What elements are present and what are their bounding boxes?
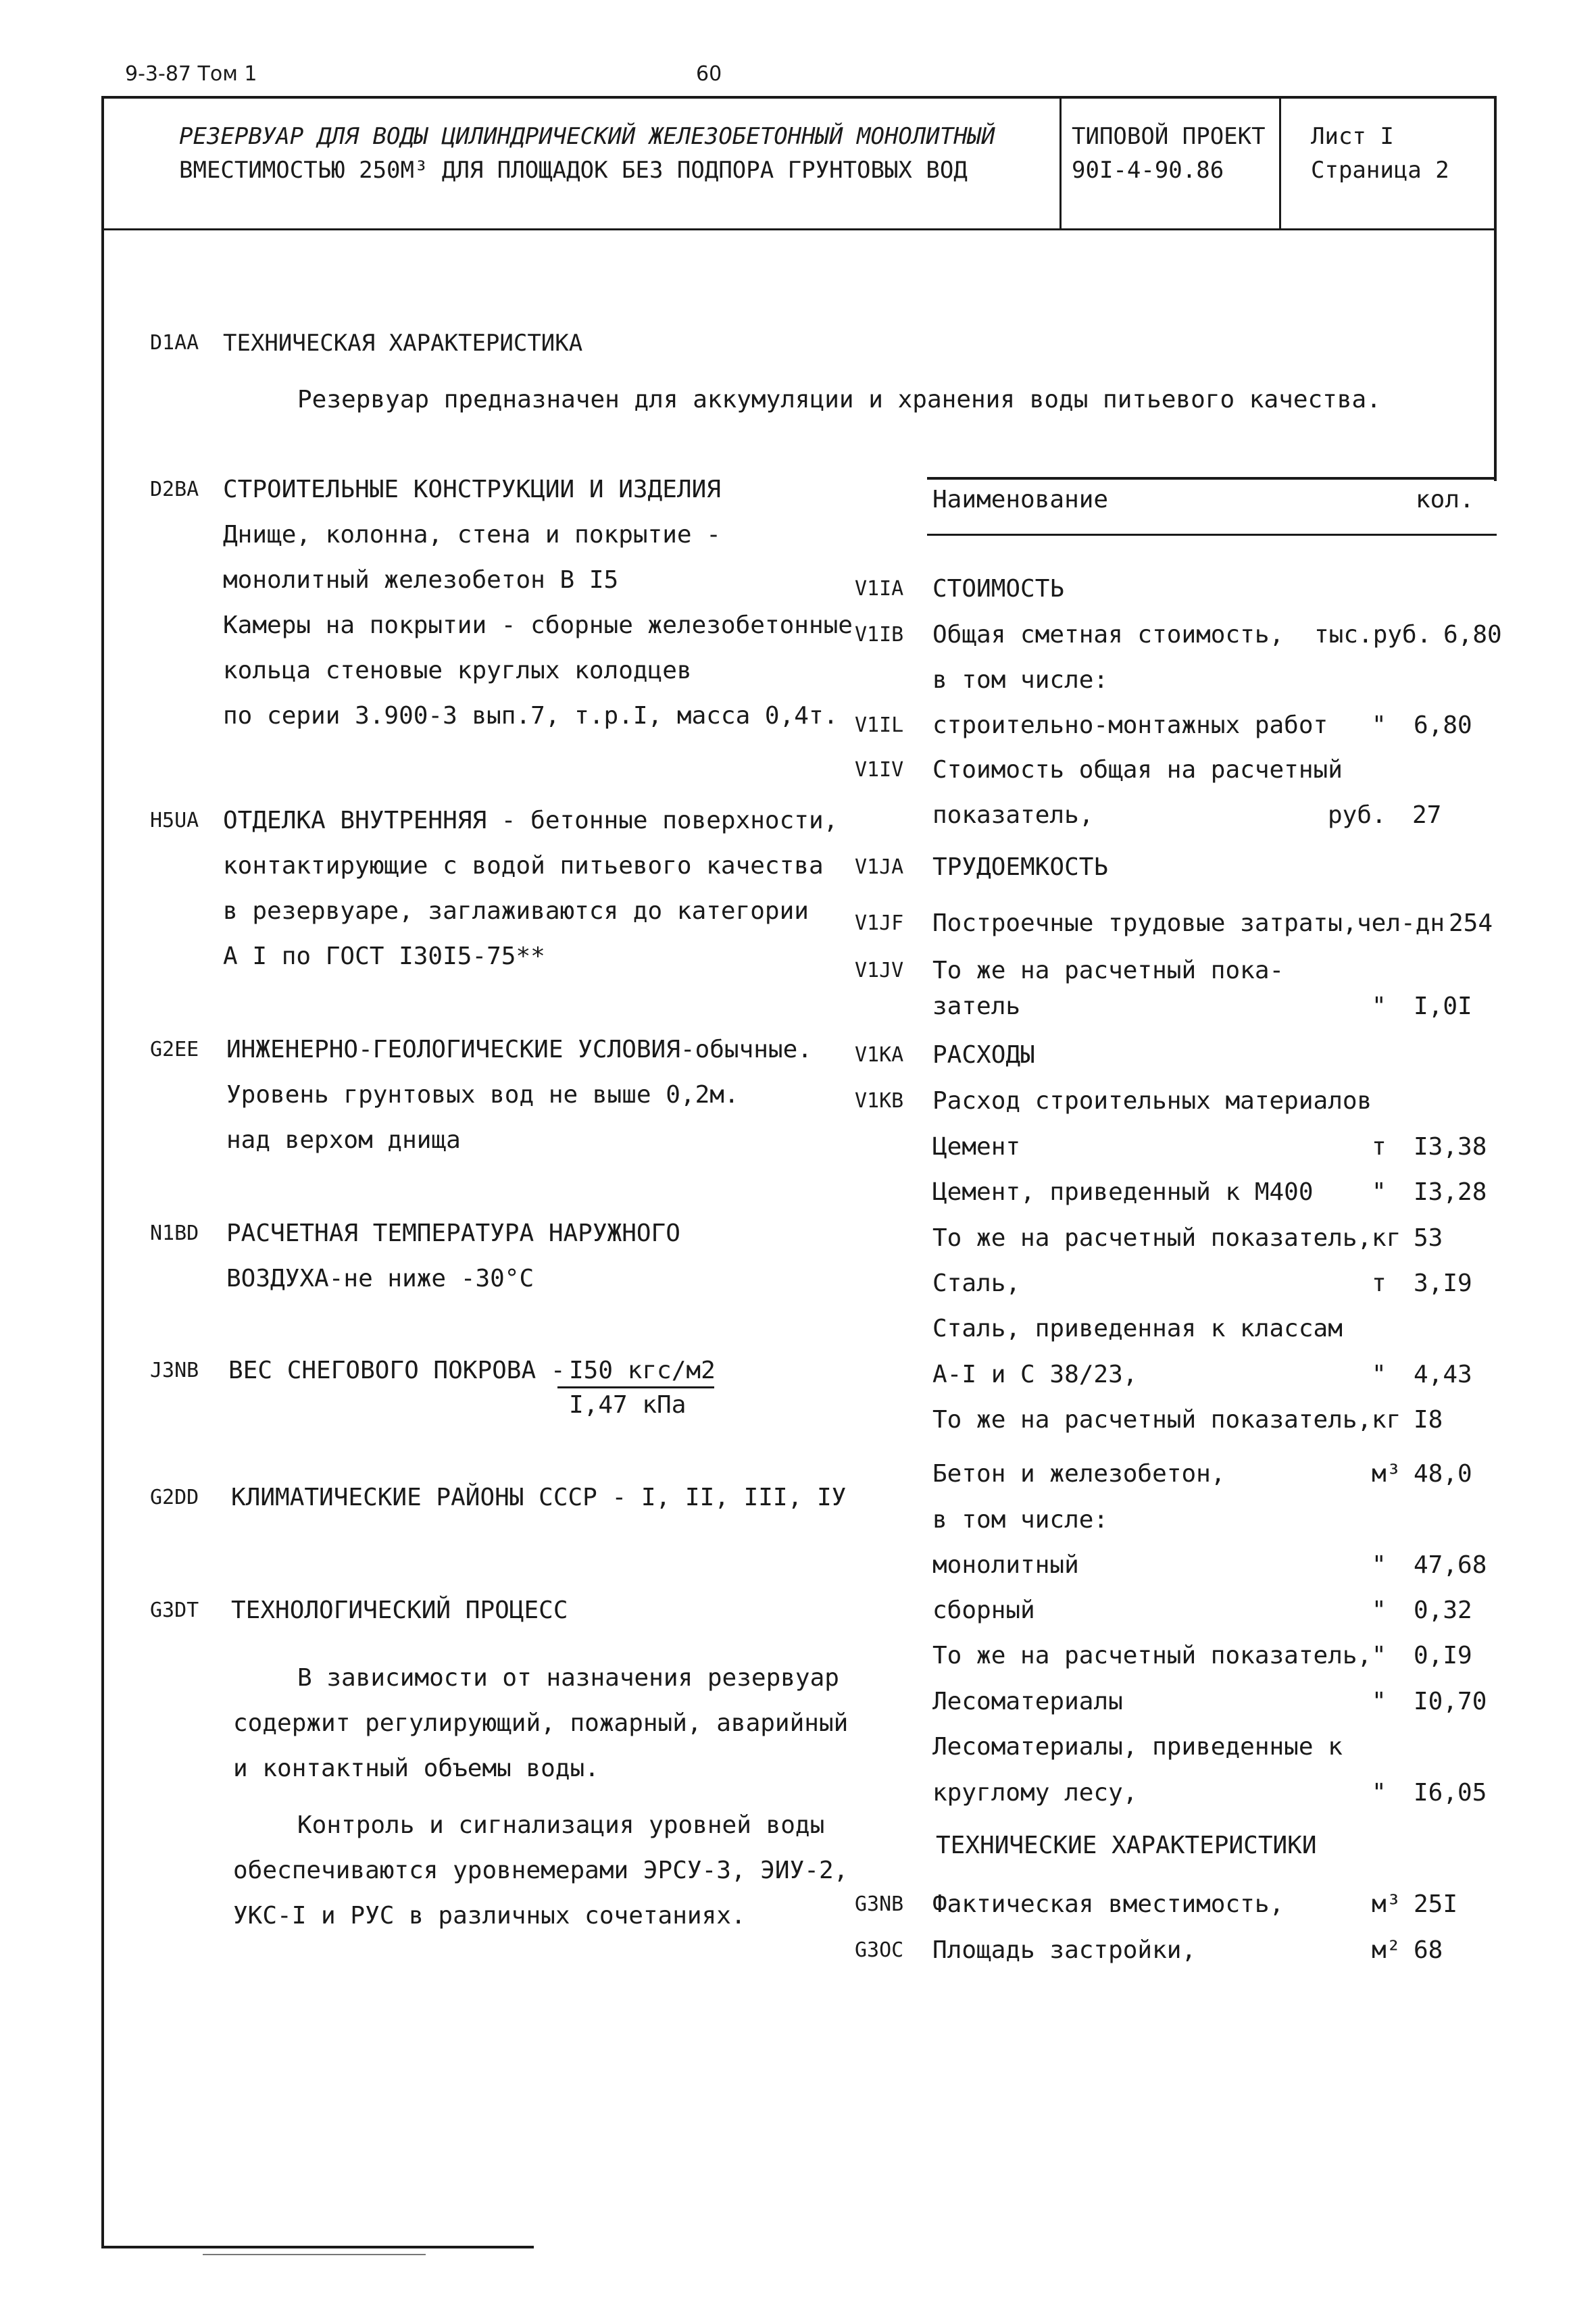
row-value: 68 [1414,1936,1443,1964]
section-heading-g2dd: КЛИМАТИЧЕСКИЕ РАЙОНЫ СССР - I, II, III, IУ [231,1484,847,1511]
title-divider-1 [1059,96,1062,230]
sheet-label: Лист I [1311,123,1394,150]
title-line-1: РЕЗЕРВУАР ДЛЯ ВОДЫ ЦИЛИНДРИЧЕСКИЙ ЖЕЛЕЗОБЕТОННЫЙ МОНОЛИТНЫЙ [179,123,995,150]
row-name: Цемент [932,1133,1021,1161]
section-line: кольца стеновые круглых колодцев [223,657,692,684]
section-heading-d2ba: СТРОИТЕЛЬНЫЕ КОНСТРУКЦИИ И ИЗДЕЛИЯ [223,476,721,503]
row-name: сборный [932,1596,1035,1624]
fraction-bar [557,1386,714,1388]
row-unit: " [1372,1551,1387,1579]
row-value: 4,43 [1414,1361,1472,1388]
section-line: по серии 3.900-3 вып.7, т.р.I, масса 0,4т. [223,702,839,730]
row-code: V1IA [855,577,904,601]
row-value: I0,70 [1414,1688,1487,1715]
section-code-n1bd: N1BD [150,1222,199,1245]
section-line: ВОЗДУХА-не ниже -30°С [226,1265,534,1292]
row-value: 6,80 [1414,711,1472,739]
section-line: обеспечиваются уровнемерами ЭРСУ-3, ЭИУ-2, [233,1857,849,1884]
section-line: содержит регулирующий, пожарный, аварийный [233,1709,849,1737]
row-name: ТЕХНИЧЕСКИЕ ХАРАКТЕРИСТИКИ [936,1832,1317,1859]
row-code: V1IL [855,713,904,737]
row-name: показатель, [932,801,1094,829]
row-unit: " [1372,1596,1387,1624]
row-unit: " [1372,992,1387,1020]
section-heading-g2ee: ИНЖЕНЕРНО-ГЕОЛОГИЧЕСКИЕ УСЛОВИЯ-обычные. [226,1036,812,1063]
row-unit: " [1372,1361,1387,1388]
row-code: V1JF [855,911,904,935]
row-name: А-I и С 38/23, [932,1361,1138,1388]
row-code: G3OC [855,1938,904,1962]
row-value: 27 [1412,801,1442,829]
section-code-g3dt: G3DT [150,1599,199,1622]
row-name: в том числе: [932,666,1109,694]
section-line: Камеры на покрытии - сборные железобетонные [223,611,853,639]
section-heading-d1aa: ТЕХНИЧЕСКАЯ ХАРАКТЕРИСТИКА [223,330,583,357]
row-value: I,0I [1414,992,1472,1020]
section-heading-n1bd: РАСЧЕТНАЯ ТЕМПЕРАТУРА НАРУЖНОГО [226,1219,680,1247]
section-line: А I по ГОСТ I30I5-75** [223,942,545,970]
section-line: Уровень грунтовых вод не выше 0,2м. [226,1081,739,1109]
section-code-d1aa: D1AA [150,331,199,355]
row-value: 53 [1414,1224,1443,1252]
row-code: V1IV [855,758,904,782]
row-name: РАСХОДЫ [932,1041,1035,1069]
row-name: монолитный [932,1551,1079,1579]
row-value: 25I [1414,1890,1458,1918]
row-name: затель [932,992,1021,1020]
row-name: Фактическая вместимость, [932,1890,1285,1918]
row-name: Бетон и железобетон, [932,1460,1226,1488]
row-unit: м³ [1372,1890,1401,1918]
row-name: Сталь, [932,1269,1021,1297]
row-unit: чел-дн [1357,909,1445,937]
row-name: СТОИМОСТЬ [932,575,1065,603]
row-name: Лесоматериалы [932,1688,1123,1715]
row-name: Стоимость общая на расчетный [932,756,1343,784]
row-unit: " [1372,711,1387,739]
row-name: Общая сметная стоимость, [932,621,1285,649]
section-code-g2dd: G2DD [150,1486,199,1509]
row-unit: " [1372,1642,1387,1669]
row-unit: т [1372,1269,1387,1297]
frame-bottom [101,2246,534,2248]
section-line: монолитный железобетон В I5 [223,566,619,594]
row-name: в том числе: [932,1506,1109,1534]
frame-left [101,96,104,2248]
row-name: То же на расчетный показатель, [932,1224,1372,1252]
row-value: I3,38 [1414,1133,1487,1161]
row-name: Расход строительных материалов [932,1087,1372,1115]
row-code: V1JV [855,959,904,982]
section-line: над верхом днища [226,1126,461,1154]
table-header-top [927,477,1497,480]
row-name: Цемент, приведенный к М400 [932,1178,1314,1206]
table-header-bottom [927,534,1497,536]
section-heading-h5ua: ОТДЕЛКА ВНУТРЕННЯЯ - бетонные поверхности, [223,807,839,834]
section-code-g2ee: G2EE [150,1038,199,1061]
row-unit: " [1372,1178,1387,1206]
section-line: контактирующие с водой питьевого качества [223,852,824,880]
row-unit: " [1372,1779,1387,1807]
row-value: 0,32 [1414,1596,1472,1624]
row-name: строительно-монтажных работ [932,711,1328,739]
row-name: Площадь застройки, [932,1936,1197,1964]
title-block-bottom [101,228,1497,230]
snow-load-denominator: I,47 кПа [569,1391,687,1419]
section-line: В зависимости от назначения резервуар [297,1664,839,1692]
row-unit: м² [1372,1936,1401,1964]
project-number: 90I-4-90.86 [1072,157,1224,184]
row-unit: кг [1372,1224,1401,1252]
snow-load-numerator: I50 кгс/м2 [569,1357,716,1384]
row-code: V1IB [855,623,904,647]
row-unit: кг [1372,1406,1401,1434]
scan-artifact [203,2254,426,2255]
row-unit: м³ [1372,1460,1401,1488]
row-code: V1JA [855,855,904,879]
section-heading-g3dt: ТЕХНОЛОГИЧЕСКИЙ ПРОЦЕСС [231,1596,568,1624]
row-value: 6,80 [1443,621,1502,649]
row-code: V1KB [855,1089,904,1113]
row-unit: т [1372,1133,1387,1161]
section-code-d2ba: D2BA [150,478,199,501]
row-name: То же на расчетный показатель, [932,1642,1372,1669]
row-value: 3,I9 [1414,1269,1472,1297]
row-value: 48,0 [1414,1460,1472,1488]
section-line: и контактный объемы воды. [233,1755,599,1782]
row-name: ТРУДОЕМКОСТЬ [932,853,1109,881]
row-value: I3,28 [1414,1178,1487,1206]
section-line: в резервуаре, заглаживаются до категории [223,897,809,925]
row-unit: " [1372,1688,1387,1715]
row-value: 47,68 [1414,1551,1487,1579]
row-unit: руб. [1328,801,1387,829]
row-value: I6,05 [1414,1779,1487,1807]
title-line-2: ВМЕСТИМОСТЬЮ 250М³ ДЛЯ ПЛОЩАДОК БЕЗ ПОДПОРА ГРУНТОВЫХ ВОД [179,157,968,184]
title-divider-2 [1279,96,1281,230]
row-name: То же на расчетный пока- [932,957,1285,984]
row-name: Лесоматериалы, приведенные к [932,1733,1343,1761]
section-code-h5ua: H5UA [150,809,199,832]
row-value: 0,I9 [1414,1642,1472,1669]
section-line: Днище, колонна, стена и покрытие - [223,521,721,549]
row-value: 254 [1449,909,1493,937]
row-name: круглому лесу, [932,1779,1138,1807]
row-value: I8 [1414,1406,1443,1434]
row-name: Сталь, приведенная к классам [932,1315,1343,1342]
frame-top [101,96,1497,99]
snow-load-label: ВЕС СНЕГОВОГО ПОКРОВА - [228,1357,566,1384]
row-name: То же на расчетный показатель, [932,1406,1372,1434]
section-line: Контроль и сигнализация уровней воды [297,1811,825,1839]
d1aa-text: Резервуар предназначен для аккумуляции и хранения воды питьевого качества. [297,386,1381,413]
row-name: Построечные трудовые затраты, [932,909,1357,937]
doc-ref: 9-3-87 Том 1 [125,62,257,86]
frame-right [1494,96,1497,481]
table-col-name: Наименование [932,486,1109,513]
page-number: 60 [696,62,722,86]
project-label: ТИПОВОЙ ПРОЕКТ [1072,123,1266,150]
table-col-qty: кол. [1416,486,1474,513]
row-code: G3NB [855,1892,904,1916]
section-line: УКС-I и РУС в различных сочетаниях. [233,1902,746,1930]
row-unit: тыс.руб. [1314,621,1432,649]
row-code: V1KA [855,1043,904,1067]
section-code-j3nb: J3NB [150,1359,199,1382]
page-label: Страница 2 [1311,157,1449,184]
